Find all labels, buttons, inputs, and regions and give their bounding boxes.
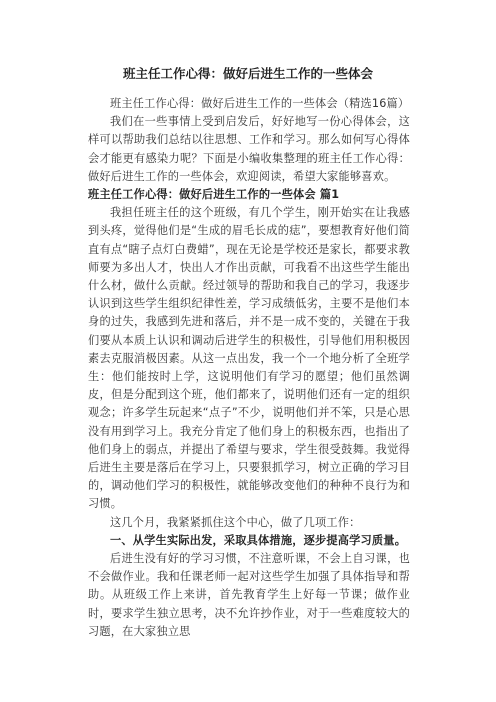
subheading-1: 一、从学生实际出发，采取具体措施，逐步提高学习质量。 — [110, 533, 407, 547]
paragraph-3: 后进生没有好的学习习惯，不注意听课，不会上自习课，也不会做作业。我和任课老师一起对这些学生加强了具体指导和帮助。从班级工作上来讲，首先教育学生上好每一节课；做作业时，要求学生独立思考，决不允许抄作业，对于一些难度较大的习题，在大家独立思 — [88, 552, 410, 638]
paragraph-1: 我担任班主任的这个班级，有几个学生，刚开始实在让我感到头疼，觉得他们是“生成的眉毛长成的痣”，要想教育好他们简直有点“瞎子点灯白费蜡”，现在无论是学校还是家长，都要求教师要为多出人才，快出人才作出贡献，可我看不出这些学生能出什么材，做什么贡献。经过领导的帮助和我自己的学习，我逐步认识到这些学生组织纪律性差，学习成绩低劣，主要不是他们本身的过失，我感到先进和落后，并不是一成不变的，关键在于我们要从本质上认识和调动后进学生的积极性，引导他们用积极因素去克服消极因素。从这一点出发，我一个一个地分析了全班学生：他们能按时上学，这说明他们有学习的愿望；他们虽然调皮，但是分配到这个班，他们都来了，说明他们还有一定的组织观念；许多学生玩起来“点子”不少，说明他们并不笨，只是心思没有用到学习上。我充分肯定了他们身上的积极东西，也指出了他们身上的弱点，并提出了希望与要求，学生很受鼓舞。我觉得后进生主要是落后在学习上，只要狠抓学习，树立正确的学习目的，调动他们学习的积极性，就能够改变他们的种种不良行为和习惯。 — [88, 206, 410, 511]
document-body — [88, 95, 410, 641]
intro-line: 班主任工作心得：做好后进生工作的一些体会（精选16篇） — [110, 97, 410, 110]
section-heading: 班主任工作心得：做好后进生工作的一些体会 篇1 — [88, 188, 340, 202]
paragraph-2: 这几个月，我紧紧抓住这个中心，做了几项工作： — [110, 515, 361, 529]
document-title: 班主任工作心得：做好后进生工作的一些体会 — [122, 66, 373, 81]
lead-paragraph: 我们在一些事情上受到启发后，好好地写一份心得体会，这样可以帮助我们总结以往思想、工作和学习。那么如何写心得体会才能更有感染力呢？下面是小编收集整理的班主任工作心得：做好后进生工作的一些体会，欢迎阅读，希望大家能够喜欢。 — [88, 115, 410, 183]
